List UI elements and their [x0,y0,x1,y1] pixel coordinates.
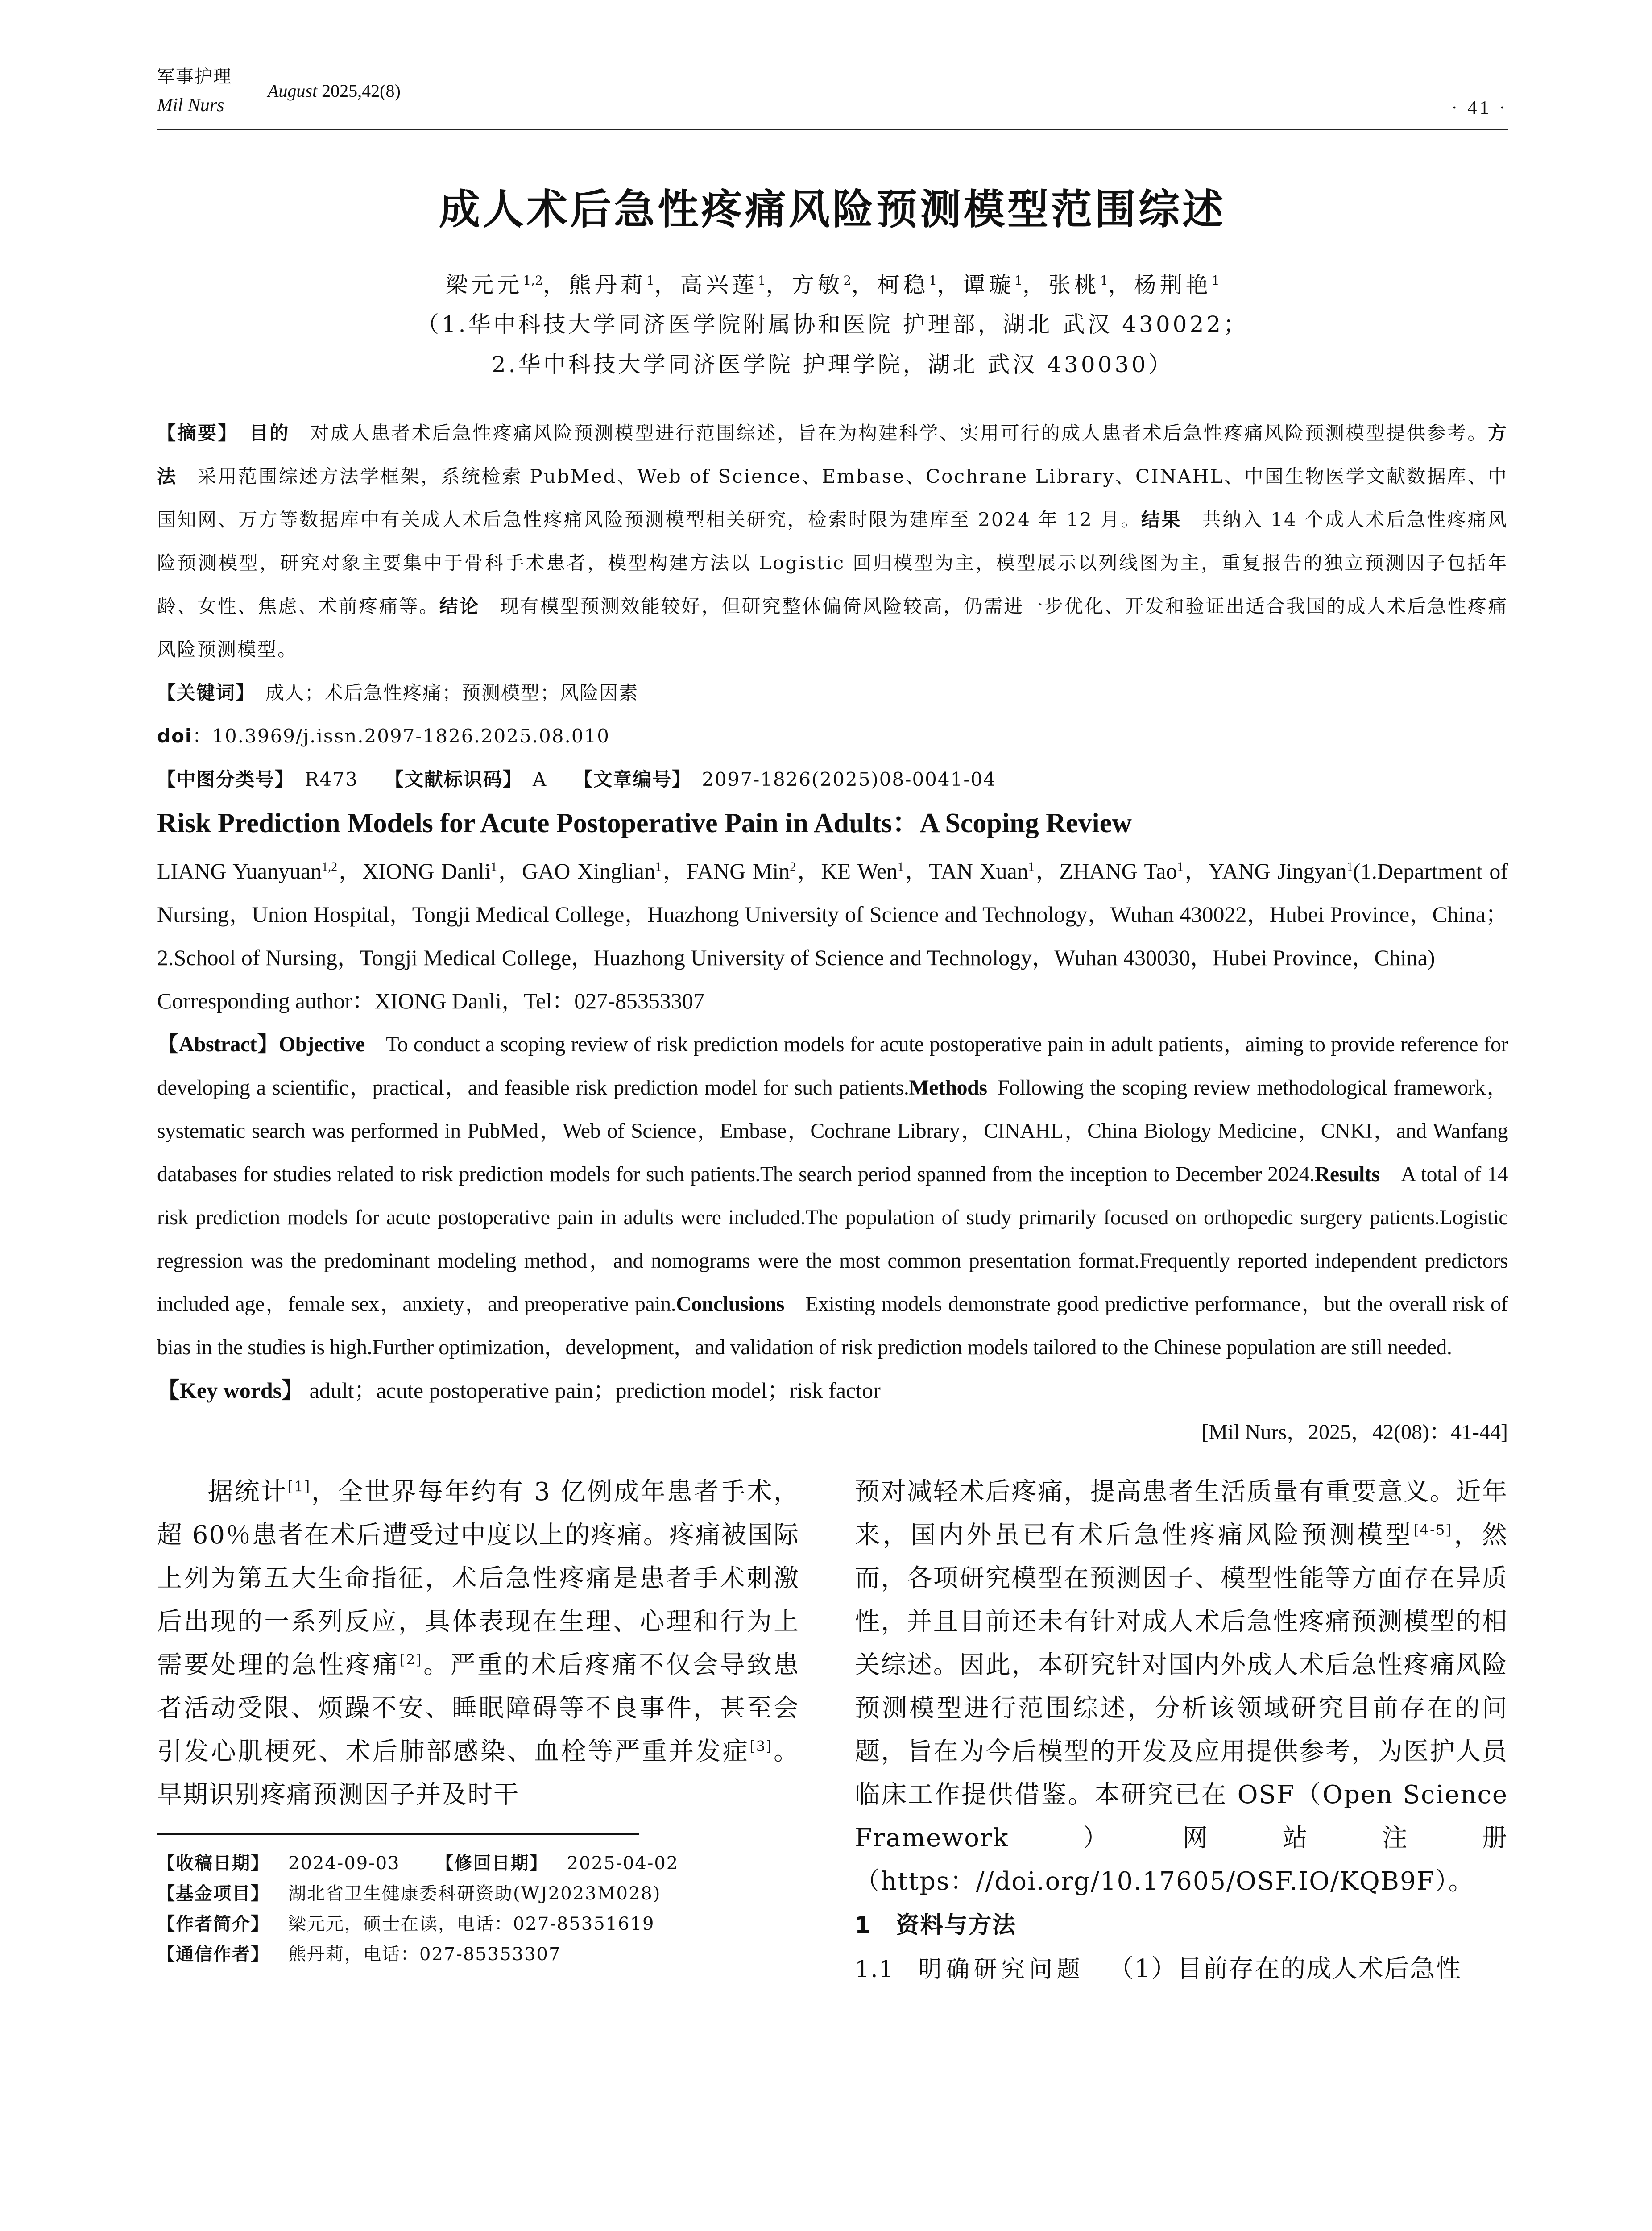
footnote-fund [157,1879,799,1909]
results-en: A total of 14 risk prediction models for acute postoperative pain in adults were included.The population of study primarily focused on orthopedic surgery patients.Logistic regression was the predominant modeling method，and nomograms were the most common presentation format.Frequently reported independent predictors included age，female sex，anxiety，and preoperative pain. [157,1162,1508,1316]
author-affiliation-mark: 1 [490,860,497,874]
article-title-cn: 成人术后急性疼痛风险预测模型范围综述 [439,186,1226,233]
author-affiliation-mark: 1 [1211,273,1220,288]
author-name: 方敏 [791,272,844,298]
corresponding-label: 【通信作者】 [157,1944,269,1965]
corresponding-value: 熊丹莉，电话：027-85353307 [288,1944,561,1965]
body-text: 据统计 [207,1477,288,1507]
left-column-wrap [157,1470,799,1970]
author-affiliation-mark: 1,2 [523,273,543,288]
journal-name-cn: 军事护理 [157,66,232,87]
conclusion-label-cn: 结论 [439,595,480,617]
issue-month: August [268,81,318,101]
body-text: 。早期识别疼痛预测因子并及时干 [157,1737,800,1810]
doi-label: doi [157,725,193,747]
affiliation-cn-1: （1.华中科技大学同济医学院附属协和医院 护理部，湖北 武汉 430022； [416,311,1249,337]
author-name: YANG Jingyan [1208,858,1347,884]
authors-affiliations-en [157,846,1508,1023]
objective-label-en: Objective [279,1033,365,1057]
header-rule [157,129,1508,130]
footnote-dates [157,1848,799,1879]
author-name: 张桃 [1048,272,1100,298]
author-affiliation-mark: 1 [1346,860,1353,874]
affiliations-en: (1.Department of Nursing，Union Hospital，Tongji Medical College，Huazhong University of Science and Technology，Wuhan 430022，Hubei Province，China；2.School of Nursing，Tongji Medical College，Huazhong University of Science and Technology，Wuhan 430030，Hubei Province，China) [157,858,1508,970]
doc-code-value: A [532,768,547,790]
reference-link-1[interactable]: [1] [287,1478,311,1495]
results-cn: 共纳入 14 个成人术后急性疼痛风险预测模型，研究对象主要集中于骨科手术患者，模型构建方法以 Logistic 回归模型为主，模型展示以列线图为主，重复报告的独立预测因子包括年龄、女性、焦虑、术前疼痛等。 [157,508,1508,617]
subsection-title: 明确研究问题 [918,1956,1085,1983]
objective-en: To conduct a scoping review of risk prediction models for acute postoperative pain in adult patients，aiming to provide reference for developing a scientific，practical，and feasible risk prediction model for such patients. [157,1033,1508,1100]
keywords-cn-value: 成人；术后急性疼痛；预测模型；风险因素 [265,681,639,704]
objective-label-cn: 目的 [249,422,290,444]
received-label: 【收稿日期】 [157,1853,269,1874]
author-affiliation-mark: 1 [655,860,662,874]
author-name: 熊丹莉 [568,272,646,298]
doi-value[interactable]: ：10.3969/j.issn.2097-1826.2025.08.010 [192,725,610,747]
citation: [Mil Nurs，2025，42(08)：41-44] [1201,1420,1508,1444]
abstract-cn-label: 【摘要】 [157,422,239,444]
corresponding-author-en: Corresponding author：XIONG Danli，Tel：027-85353307 [157,988,704,1014]
conclusion-en: Existing models demonstrate good predictive performance，but the overall risk of bias in the studies is high.Further optimization，development，and validation of risk prediction models tailored to the Chinese population are still needed. [157,1292,1508,1360]
authors-cn: 梁元元$^{1,2}$，熊丹莉$^1$，高兴莲$^1$，方敏$^2$，柯稳$^1$，谭璇$^1$，张桃$^1$，杨荆艳$^1$ [445,272,1220,298]
reference-link-3[interactable]: [3] [749,1738,773,1755]
author-affiliation-mark: 1 [1177,860,1184,874]
abstract-en [157,1023,1508,1369]
conclusion-cn: 现有模型预测效能较好，但研究整体偏倚风险较高，仍需进一步优化、开发和验证出适合我国的成人术后急性疼痛风险预测模型。 [157,595,1508,660]
author-name: TAN Xuan [929,858,1028,884]
running-header [157,62,1508,129]
keywords-cn-label: 【关键词】 [157,681,256,704]
article-number-label: 【文章编号】 [574,768,692,790]
author-affiliation-mark: 1,2 [322,860,338,874]
doc-code-label: 【文献标识码】 [385,768,522,790]
body-text: ，全世界每年约有 3 亿例成年患者手术，超 60％患者在术后遭受过中度以上的疼痛。疼痛被国际上列为第五大生命指征，术后急性疼痛是患者手术刺激后出现的一系列反应，具体表现在生理、心理和行为上需要处理的急性疼痛 [157,1477,799,1680]
article-title-en: Risk Prediction Models for Acute Postoperative Pain in Adults：A Scoping Review [157,808,1132,838]
objective-cn: 对成人患者术后急性疼痛风险预测模型进行范围综述，旨在为构建科学、实用可行的成人患者术后急性疼痛风险预测模型提供参考。 [310,422,1488,444]
page-number: · 41 · [1451,98,1508,118]
body-text: ，然而，各项研究模型在预测因子、模型性能等方面存在异质性，并且目前还未有针对成人术后急性疼痛预测模型的相关综述。因此，本研究针对国内外成人术后急性疼痛风险预测模型进行范围综述，分析该领域研究目前存在的问题，旨在为今后模型的开发及应用提供参考，为医护人员临床工作提供借鉴。本研究已在 OSF（Open Science Framework）网站注册（https：//doi.org/10.17605/OSF.IO/KQB9F）。 [855,1521,1508,1896]
author-name: 柯稳 [877,272,929,298]
methods-label-cn: 方法 [157,422,1508,487]
author-name: LIANG Yuanyuan [157,858,322,884]
body-text: 预对减轻术后疼痛，提高患者生活质量有重要意义。近年来，国内外虽已有术后急性疼痛风险预测模型 [855,1477,1508,1550]
classification-line [157,758,1508,801]
author-name: KE Wen [821,858,898,884]
revised-label: 【修回日期】 [435,1853,548,1874]
author-affiliation-mark: 1 [898,860,904,874]
abstract-cn [157,411,1508,671]
author-name: FANG Min [686,858,790,884]
author-affiliation-mark: 1 [646,273,654,288]
author-bio-value: 梁元元，硕士在读，电话：027-85351619 [288,1914,655,1935]
author-name: ZHANG Tao [1059,858,1177,884]
subsection-number: 1.1 [855,1956,894,1983]
section-number: 1 [855,1912,872,1939]
author-name: 杨荆艳 [1134,272,1212,298]
author-bio-label: 【作者简介】 [157,1914,269,1935]
body-column-right [855,1470,1508,1991]
body-column-left [157,1470,799,1816]
footnote-rule [157,1833,639,1835]
doi-line [157,714,1508,758]
received-value: 2024-09-03 [288,1853,400,1874]
keywords-en-label: 【Key words】 [157,1378,304,1403]
conclusion-label-en: Conclusions [676,1292,784,1316]
author-affiliation-mark: 2 [843,273,852,288]
methods-label-en: Methods [909,1076,987,1100]
author-name: GAO Xinglian [522,858,655,884]
clc-value: R473 [305,768,358,790]
keywords-en [157,1369,1508,1412]
journal-name-en: Mil Nurs [157,95,224,116]
methods-cn: 采用范围综述方法学框架，系统检索 PubMed、Web of Science、Embase、Cochrane Library、CINAHL、中国生物医学文献数据库、中国知网、万方等数据库中有关成人术后急性疼痛风险预测模型相关研究，检索时限为建库至 2024 年 12 月。 [157,465,1508,531]
footnote-author [157,1909,799,1939]
issue-info [268,80,401,102]
body-text: 。严重的术后疼痛不仅会导致患者活动受限、烦躁不安、睡眠障碍等不良事件，甚至会引发心肌梗死、术后肺部感染、血栓等严重并发症 [157,1650,800,1767]
results-label-cn: 结果 [1141,508,1182,531]
footnote-corresponding [157,1939,799,1970]
fund-label: 【基金项目】 [157,1883,269,1904]
author-affiliation-mark: 1 [1014,273,1023,288]
article-number-value: 2097-1826(2025)08-0041-04 [702,768,996,790]
author-affiliation-mark: 1 [1100,273,1108,288]
author-affiliation-mark: 1 [758,273,766,288]
footnotes [157,1848,799,1970]
abstract-en-label: 【Abstract】 [157,1033,279,1057]
author-name: 梁元元 [445,272,523,298]
section-heading-1 [855,1912,1016,1939]
section-title: 资料与方法 [896,1912,1017,1939]
reference-link-4-5[interactable]: [4-5] [1413,1521,1452,1538]
issue-number: 2025,42(8) [322,81,401,101]
author-name: XIONG Danli [362,858,491,884]
revised-value: 2025-04-02 [567,1853,679,1874]
author-name: 高兴莲 [680,272,758,298]
methods-en: Following the scoping review methodological framework，systematic search was performed in PubMed，Web of Science，Embase，Cochrane Library，CINAHL，China Biology Medicine，CNKI，and Wanfang databases for studies related to risk prediction models for such patients.The search period spanned from the inception to December 2024. [157,1076,1508,1186]
author-affiliation-mark: 1 [1028,860,1035,874]
affiliation-cn-2: 2.华中科技大学同济医学院 护理学院，湖北 武汉 430030） [491,351,1174,377]
reference-link-2[interactable]: [2] [399,1651,422,1668]
page-content [157,62,1508,1991]
keywords-cn [157,671,1508,714]
author-name: 谭璇 [963,272,1015,298]
clc-label: 【中图分类号】 [157,768,295,790]
author-affiliation-mark: 1 [929,273,937,288]
author-affiliation-mark: 2 [790,860,796,874]
authors-en: LIANG Yuanyuan$^{1,2}$，XIONG Danli$^1$，GAO Xinglian$^1$，FANG Min$^2$，KE Wen$^1$，TAN Xuan$^1$，ZHANG Tao$^1$，YANG Jingyan$^1$ [157,858,1353,884]
body-text: （1）目前存在的成人术后急性 [1108,1954,1462,1984]
body-columns [157,1470,1508,1991]
keywords-en-value: adult；acute postoperative pain；prediction model；risk factor [309,1378,881,1403]
subsection-heading-1-1 [855,1956,1109,1983]
results-label-en: Results [1314,1162,1380,1186]
fund-value: 湖北省卫生健康委科研资助(WJ2023M028) [288,1883,661,1904]
